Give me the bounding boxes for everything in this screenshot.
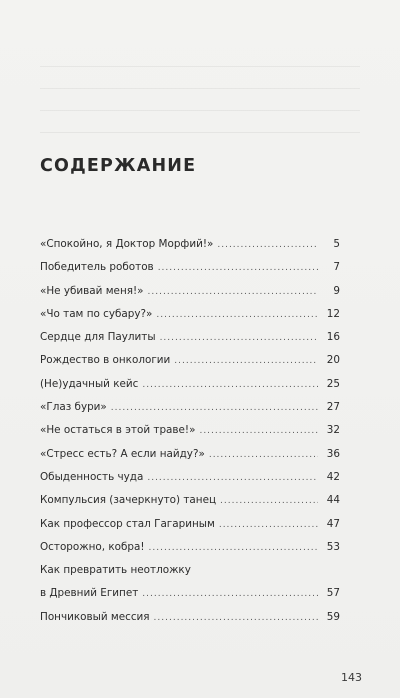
toc-entry: [40, 326, 340, 349]
toc-entry-page: 32: [326, 424, 340, 437]
toc-entry-title: Обыденность чуда: [40, 470, 144, 483]
toc-entry-page: 16: [326, 331, 340, 344]
dot-leader: [154, 607, 318, 630]
toc-entry-page: 57: [326, 587, 340, 600]
toc-entry-page: 12: [326, 307, 340, 320]
toc-entry-title-line1: Как превратить неотложку: [40, 564, 191, 577]
toc-entry-page: 20: [326, 354, 340, 367]
toc-entry-title: Осторожно, кобра!: [40, 540, 145, 553]
toc-entry: [40, 419, 340, 442]
toc-entry: [40, 489, 340, 512]
toc-entry: [40, 256, 340, 279]
toc-entry: [40, 349, 340, 372]
toc-entry-page: 7: [333, 261, 340, 274]
toc-entry-title: Победитель роботов: [40, 261, 154, 274]
toc-entry: [40, 373, 340, 396]
toc-entry-title: в Древний Египет: [40, 587, 139, 600]
toc-entry-page: 5: [333, 238, 340, 250]
dot-leader: [147, 467, 318, 490]
toc-entry-title: Сердце для Паулиты: [40, 331, 156, 344]
toc-entry-line1: [40, 559, 340, 582]
toc-entry: [40, 280, 340, 303]
toc-entry-page: 59: [326, 610, 340, 623]
show-through-line: [40, 88, 360, 89]
page-number: 143: [341, 671, 362, 684]
dot-leader: [174, 350, 318, 373]
toc-entry-title: «Стресс есть? А если найду?»: [40, 447, 205, 460]
toc-entry: [40, 536, 340, 559]
show-through-line: [40, 110, 360, 111]
show-through-line: [40, 66, 360, 67]
toc-entry: [40, 233, 340, 256]
dot-leader: [111, 397, 318, 420]
toc-entry: [40, 396, 340, 419]
toc-entry-title: (Не)удачный кейс: [40, 377, 139, 390]
dot-leader: [209, 444, 318, 467]
toc-entry-title: «Глаз бури»: [40, 401, 107, 414]
dot-leader: [158, 257, 318, 280]
toc-entry-title: «Не остаться в этой траве!»: [40, 424, 196, 437]
toc-entry-page: 25: [326, 377, 340, 390]
toc-entry-page: 53: [326, 540, 340, 553]
toc-entry-title: Пончиковый мессия: [40, 610, 150, 623]
dot-leader: [219, 514, 318, 537]
toc-entry: [40, 582, 340, 605]
dot-leader: [160, 327, 318, 350]
toc-entry-page: 47: [326, 517, 340, 530]
toc-entry-title: Компульсия (зачеркнуто) танец: [40, 494, 217, 507]
dot-leader: [220, 490, 318, 513]
toc-entry-page: 44: [326, 494, 340, 507]
toc-entry: [40, 466, 340, 489]
dot-leader: [217, 234, 318, 257]
toc-entry-title: «Спокойно, я Доктор Морфий!»: [40, 238, 214, 250]
toc-entry-page: 9: [333, 284, 340, 297]
toc-entry-page: 42: [326, 470, 340, 483]
toc-entry-page: 27: [326, 401, 340, 414]
dot-leader: [142, 583, 318, 606]
dot-leader: [149, 537, 318, 560]
toc-entry: [40, 443, 340, 466]
toc-entry: [40, 513, 340, 536]
show-through-line: [40, 132, 360, 133]
dot-leader: [142, 374, 318, 397]
page-title: СОДЕРЖАНИЕ: [40, 156, 197, 176]
dot-leader: [148, 281, 318, 304]
toc-entry-page: 36: [326, 447, 340, 460]
dot-leader: [156, 304, 318, 327]
dot-leader: [199, 420, 318, 443]
toc-entry: [40, 303, 340, 326]
toc-entry-title: «Не убивай меня!»: [40, 284, 144, 297]
toc-entry-title: Как профессор стал Гагариным: [40, 517, 215, 530]
toc-entry-title: Рождество в онкологии: [40, 354, 171, 367]
table-of-contents: [40, 233, 340, 629]
toc-entry: [40, 606, 340, 629]
toc-entry-title: «Чо там по субару?»: [40, 307, 153, 320]
